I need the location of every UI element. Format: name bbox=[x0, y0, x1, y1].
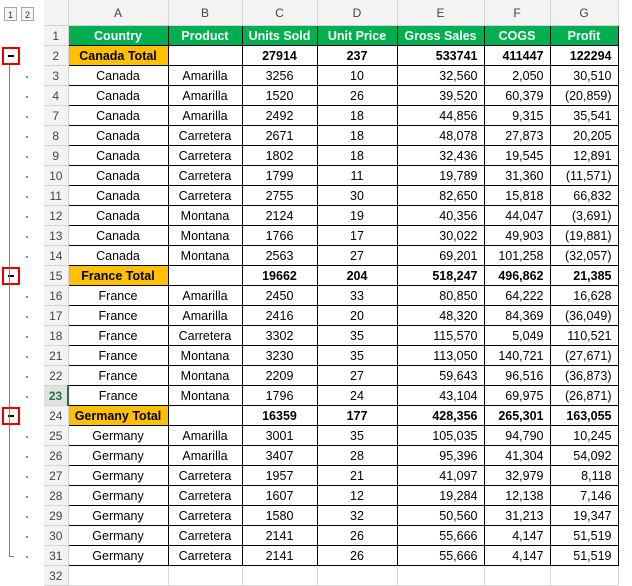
table-row bbox=[44, 506, 618, 526]
cell-profit[interactable]: 30,510 bbox=[550, 66, 618, 86]
cell-units-sold[interactable]: 1580 bbox=[242, 506, 317, 526]
cell-gross-sales[interactable]: 59,643 bbox=[397, 366, 484, 386]
outline-detail-dot bbox=[26, 356, 28, 358]
cell-profit[interactable]: 8,118 bbox=[550, 466, 618, 486]
row-header[interactable]: 14 bbox=[44, 246, 68, 266]
cell-cogs[interactable]: 60,379 bbox=[484, 86, 550, 106]
cell-gross-sales[interactable]: 30,022 bbox=[397, 226, 484, 246]
table-row bbox=[44, 366, 618, 386]
cell-unit-price[interactable]: 28 bbox=[317, 446, 397, 466]
cell-unit-price[interactable]: 35 bbox=[317, 326, 397, 346]
outline-gutter bbox=[0, 0, 44, 566]
cell-units-sold[interactable]: 2671 bbox=[242, 126, 317, 146]
subtotal-cell-cogs[interactable]: 411447 bbox=[484, 46, 550, 66]
cell-gross-sales[interactable]: 41,097 bbox=[397, 466, 484, 486]
cell-gross-sales[interactable]: 44,856 bbox=[397, 106, 484, 126]
table-row bbox=[44, 66, 618, 86]
cell-gross-sales[interactable]: 82,650 bbox=[397, 186, 484, 206]
subtotal-cell-cogs[interactable]: 265,301 bbox=[484, 406, 550, 426]
cell-units-sold[interactable]: 2755 bbox=[242, 186, 317, 206]
row-header[interactable]: 2 bbox=[44, 46, 68, 66]
subtotal-cell-profit[interactable]: 163,055 bbox=[550, 406, 618, 426]
cell-product[interactable]: Carretera bbox=[168, 186, 242, 206]
cell-cogs[interactable]: 96,516 bbox=[484, 366, 550, 386]
header-cell-gross-sales[interactable]: Gross Sales bbox=[397, 26, 484, 46]
cell-product[interactable]: Carretera bbox=[168, 326, 242, 346]
table-row bbox=[44, 166, 618, 186]
cell-country[interactable]: Germany bbox=[68, 466, 168, 486]
subtotal-cell-unit-price[interactable]: 177 bbox=[317, 406, 397, 426]
cell-gross-sales[interactable]: 115,570 bbox=[397, 326, 484, 346]
cell-unit-price[interactable]: 33 bbox=[317, 286, 397, 306]
cell-cogs[interactable]: 9,315 bbox=[484, 106, 550, 126]
cell-country[interactable]: Germany bbox=[68, 506, 168, 526]
cell-gross-sales[interactable]: 55,666 bbox=[397, 546, 484, 566]
cell-gross-sales[interactable]: 80,850 bbox=[397, 286, 484, 306]
cell-gross-sales[interactable]: 48,320 bbox=[397, 306, 484, 326]
subtotal-cell-gross-sales[interactable]: 428,356 bbox=[397, 406, 484, 426]
empty-cell[interactable] bbox=[550, 566, 618, 586]
header-cell-product[interactable]: Product bbox=[168, 26, 242, 46]
row-header[interactable]: 24 bbox=[44, 406, 68, 426]
subtotal-row bbox=[44, 406, 618, 426]
empty-row bbox=[44, 566, 618, 586]
outline-detail-dot bbox=[26, 516, 28, 518]
table-row bbox=[44, 466, 618, 486]
data-table bbox=[44, 0, 619, 586]
subtotal-cell-unit-price[interactable]: 204 bbox=[317, 266, 397, 286]
outline-detail-dot bbox=[26, 296, 28, 298]
cell-unit-price[interactable]: 17 bbox=[317, 226, 397, 246]
cell-unit-price[interactable]: 35 bbox=[317, 426, 397, 446]
cell-gross-sales[interactable]: 69,201 bbox=[397, 246, 484, 266]
cell-gross-sales[interactable]: 55,666 bbox=[397, 526, 484, 546]
cell-cogs[interactable]: 31,360 bbox=[484, 166, 550, 186]
cell-product[interactable]: Amarilla bbox=[168, 86, 242, 106]
cell-product[interactable]: Montana bbox=[168, 386, 242, 406]
cell-product[interactable]: Carretera bbox=[168, 506, 242, 526]
cell-units-sold[interactable]: 1799 bbox=[242, 166, 317, 186]
cell-unit-price[interactable]: 27 bbox=[317, 246, 397, 266]
outline-detail-dot bbox=[26, 436, 28, 438]
cell-country[interactable]: Canada bbox=[68, 226, 168, 246]
empty-cell[interactable] bbox=[68, 566, 168, 586]
table-row bbox=[44, 526, 618, 546]
cell-cogs[interactable]: 19,545 bbox=[484, 146, 550, 166]
cell-unit-price[interactable]: 18 bbox=[317, 146, 397, 166]
cell-profit[interactable]: (32,057) bbox=[550, 246, 618, 266]
subtotal-cell-gross-sales[interactable]: 518,247 bbox=[397, 266, 484, 286]
cell-gross-sales[interactable]: 113,050 bbox=[397, 346, 484, 366]
column-header-c[interactable]: C bbox=[242, 0, 317, 26]
row-header[interactable]: 31 bbox=[44, 546, 68, 566]
empty-cell[interactable] bbox=[168, 566, 242, 586]
cell-country[interactable]: Canada bbox=[68, 106, 168, 126]
outline-detail-dot bbox=[26, 236, 28, 238]
cell-gross-sales[interactable]: 19,789 bbox=[397, 166, 484, 186]
cell-unit-price[interactable]: 35 bbox=[317, 346, 397, 366]
cell-gross-sales[interactable]: 32,436 bbox=[397, 146, 484, 166]
column-header-d[interactable]: D bbox=[317, 0, 397, 26]
subtotal-cell-units-sold[interactable]: 19662 bbox=[242, 266, 317, 286]
subtotal-cell-product[interactable] bbox=[168, 406, 242, 426]
cell-product[interactable]: Amarilla bbox=[168, 446, 242, 466]
cell-gross-sales[interactable]: 43,104 bbox=[397, 386, 484, 406]
cell-product[interactable]: Carretera bbox=[168, 126, 242, 146]
row-header[interactable]: 1 bbox=[44, 26, 68, 46]
row-header[interactable]: 29 bbox=[44, 506, 68, 526]
cell-cogs[interactable]: 94,790 bbox=[484, 426, 550, 446]
cell-unit-price[interactable]: 18 bbox=[317, 126, 397, 146]
cell-profit[interactable]: 20,205 bbox=[550, 126, 618, 146]
row-header[interactable]: 32 bbox=[44, 566, 68, 586]
subtotal-cell-product[interactable] bbox=[168, 266, 242, 286]
cell-product[interactable]: Carretera bbox=[168, 526, 242, 546]
cell-product[interactable]: Amarilla bbox=[168, 66, 242, 86]
cell-units-sold[interactable]: 2141 bbox=[242, 526, 317, 546]
cell-profit[interactable]: 51,519 bbox=[550, 526, 618, 546]
row-header[interactable]: 9 bbox=[44, 146, 68, 166]
row-header[interactable]: 21 bbox=[44, 346, 68, 366]
cell-country[interactable]: Canada bbox=[68, 66, 168, 86]
cell-units-sold[interactable]: 2416 bbox=[242, 306, 317, 326]
cell-unit-price[interactable]: 10 bbox=[317, 66, 397, 86]
cell-profit[interactable]: 10,245 bbox=[550, 426, 618, 446]
cell-profit[interactable]: 19,347 bbox=[550, 506, 618, 526]
cell-profit[interactable]: (36,873) bbox=[550, 366, 618, 386]
row-header[interactable]: 10 bbox=[44, 166, 68, 186]
subtotal-cell-cogs[interactable]: 496,862 bbox=[484, 266, 550, 286]
cell-profit[interactable]: (3,691) bbox=[550, 206, 618, 226]
outline-detail-dot bbox=[26, 96, 28, 98]
column-header-row bbox=[44, 0, 618, 26]
row-header[interactable]: 27 bbox=[44, 466, 68, 486]
cell-country[interactable]: France bbox=[68, 386, 168, 406]
cell-product[interactable]: Carretera bbox=[168, 146, 242, 166]
cell-cogs[interactable]: 27,873 bbox=[484, 126, 550, 146]
cell-country[interactable]: Canada bbox=[68, 126, 168, 146]
cell-unit-price[interactable]: 26 bbox=[317, 526, 397, 546]
cell-unit-price[interactable]: 32 bbox=[317, 506, 397, 526]
cell-country[interactable]: Germany bbox=[68, 486, 168, 506]
collapse-group-button[interactable] bbox=[2, 267, 20, 285]
cell-country[interactable]: France bbox=[68, 346, 168, 366]
cell-profit[interactable]: 110,521 bbox=[550, 326, 618, 346]
cell-product[interactable]: Montana bbox=[168, 206, 242, 226]
row-header[interactable]: 11 bbox=[44, 186, 68, 206]
outline-detail-dot bbox=[26, 376, 28, 378]
cell-profit[interactable]: 12,891 bbox=[550, 146, 618, 166]
cell-gross-sales[interactable]: 39,520 bbox=[397, 86, 484, 106]
row-header[interactable]: 28 bbox=[44, 486, 68, 506]
cell-cogs[interactable]: 49,903 bbox=[484, 226, 550, 246]
header-cell-unit-price[interactable]: Unit Price bbox=[317, 26, 397, 46]
select-all-corner[interactable] bbox=[44, 0, 68, 26]
outline-detail-dot bbox=[26, 336, 28, 338]
cell-cogs[interactable]: 84,369 bbox=[484, 306, 550, 326]
table-row bbox=[44, 86, 618, 106]
subtotal-cell-profit[interactable]: 21,385 bbox=[550, 266, 618, 286]
table-row bbox=[44, 446, 618, 466]
cell-cogs[interactable]: 4,147 bbox=[484, 526, 550, 546]
table-row bbox=[44, 286, 618, 306]
outline-detail-dot bbox=[26, 116, 28, 118]
cell-country[interactable]: Canada bbox=[68, 146, 168, 166]
column-header-g[interactable]: G bbox=[550, 0, 618, 26]
cell-country[interactable]: France bbox=[68, 306, 168, 326]
cell-units-sold[interactable]: 2141 bbox=[242, 546, 317, 566]
spreadsheet-grid bbox=[44, 0, 619, 586]
cell-product[interactable]: Montana bbox=[168, 246, 242, 266]
cell-profit[interactable]: 54,092 bbox=[550, 446, 618, 466]
row-header[interactable]: 18 bbox=[44, 326, 68, 346]
table-row bbox=[44, 546, 618, 566]
cell-units-sold[interactable]: 1796 bbox=[242, 386, 317, 406]
cell-cogs[interactable]: 2,050 bbox=[484, 66, 550, 86]
cell-units-sold[interactable]: 3230 bbox=[242, 346, 317, 366]
cell-country[interactable]: Germany bbox=[68, 446, 168, 466]
cell-country[interactable]: Canada bbox=[68, 166, 168, 186]
cell-product[interactable]: Montana bbox=[168, 346, 242, 366]
row-header[interactable]: 23 bbox=[44, 386, 68, 406]
collapse-group-button[interactable] bbox=[2, 407, 20, 425]
cell-cogs[interactable]: 5,049 bbox=[484, 326, 550, 346]
cell-product[interactable]: Montana bbox=[168, 366, 242, 386]
table-row bbox=[44, 186, 618, 206]
subtotal-cell-unit-price[interactable]: 237 bbox=[317, 46, 397, 66]
cell-cogs[interactable]: 69,975 bbox=[484, 386, 550, 406]
cell-product[interactable]: Amarilla bbox=[168, 306, 242, 326]
outline-level-1-button[interactable]: 1 bbox=[4, 7, 17, 21]
table-row bbox=[44, 386, 618, 406]
cell-product[interactable]: Amarilla bbox=[168, 286, 242, 306]
cell-profit[interactable]: (36,049) bbox=[550, 306, 618, 326]
cell-product[interactable]: Carretera bbox=[168, 166, 242, 186]
cell-country[interactable]: France bbox=[68, 326, 168, 346]
cell-units-sold[interactable]: 1957 bbox=[242, 466, 317, 486]
cell-cogs[interactable]: 31,213 bbox=[484, 506, 550, 526]
cell-country[interactable]: Germany bbox=[68, 526, 168, 546]
row-header[interactable]: 4 bbox=[44, 86, 68, 106]
subtotal-cell-product[interactable] bbox=[168, 46, 242, 66]
cell-units-sold[interactable]: 3001 bbox=[242, 426, 317, 446]
cell-cogs[interactable]: 140,721 bbox=[484, 346, 550, 366]
cell-unit-price[interactable]: 24 bbox=[317, 386, 397, 406]
row-header[interactable]: 17 bbox=[44, 306, 68, 326]
cell-country[interactable]: Canada bbox=[68, 246, 168, 266]
cell-gross-sales[interactable]: 50,560 bbox=[397, 506, 484, 526]
row-header[interactable]: 16 bbox=[44, 286, 68, 306]
cell-cogs[interactable]: 15,818 bbox=[484, 186, 550, 206]
table-row bbox=[44, 126, 618, 146]
table-row bbox=[44, 326, 618, 346]
table-row bbox=[44, 486, 618, 506]
cell-product[interactable]: Amarilla bbox=[168, 106, 242, 126]
cell-unit-price[interactable]: 27 bbox=[317, 366, 397, 386]
subtotal-cell-gross-sales[interactable]: 533741 bbox=[397, 46, 484, 66]
outline-detail-dot bbox=[26, 316, 28, 318]
cell-profit[interactable]: (11,571) bbox=[550, 166, 618, 186]
subtotal-row bbox=[44, 46, 618, 66]
outline-detail-dot bbox=[26, 536, 28, 538]
cell-gross-sales[interactable]: 40,356 bbox=[397, 206, 484, 226]
row-header[interactable]: 25 bbox=[44, 426, 68, 446]
outline-detail-dot bbox=[26, 556, 28, 558]
cell-country[interactable]: Germany bbox=[68, 426, 168, 446]
column-header-a[interactable]: A bbox=[68, 0, 168, 26]
cell-cogs[interactable]: 4,147 bbox=[484, 546, 550, 566]
cell-country[interactable]: Canada bbox=[68, 186, 168, 206]
subtotal-cell-profit[interactable]: 122294 bbox=[550, 46, 618, 66]
empty-cell[interactable] bbox=[317, 566, 397, 586]
row-header[interactable]: 26 bbox=[44, 446, 68, 466]
table-row bbox=[44, 206, 618, 226]
cell-units-sold[interactable]: 2209 bbox=[242, 366, 317, 386]
table-row bbox=[44, 106, 618, 126]
cell-units-sold[interactable]: 3256 bbox=[242, 66, 317, 86]
outline-detail-dot bbox=[26, 196, 28, 198]
subtotal-cell-country[interactable]: Canada Total bbox=[68, 46, 168, 66]
column-header-f[interactable]: F bbox=[484, 0, 550, 26]
cell-units-sold[interactable]: 1607 bbox=[242, 486, 317, 506]
header-cell-country[interactable]: Country bbox=[68, 26, 168, 46]
row-header[interactable]: 22 bbox=[44, 366, 68, 386]
row-header[interactable]: 13 bbox=[44, 226, 68, 246]
cell-unit-price[interactable]: 20 bbox=[317, 306, 397, 326]
cell-product[interactable]: Carretera bbox=[168, 546, 242, 566]
row-header[interactable]: 3 bbox=[44, 66, 68, 86]
outline-bracket-line bbox=[9, 65, 10, 556]
cell-profit[interactable]: (26,871) bbox=[550, 386, 618, 406]
cell-product[interactable]: Carretera bbox=[168, 466, 242, 486]
column-header-e[interactable]: E bbox=[397, 0, 484, 26]
table-row bbox=[44, 146, 618, 166]
outline-detail-dot bbox=[26, 216, 28, 218]
row-header[interactable]: 15 bbox=[44, 266, 68, 286]
cell-cogs[interactable]: 44,047 bbox=[484, 206, 550, 226]
table-row bbox=[44, 306, 618, 326]
cell-profit[interactable]: 51,519 bbox=[550, 546, 618, 566]
cell-cogs[interactable]: 41,304 bbox=[484, 446, 550, 466]
column-header-b[interactable]: B bbox=[168, 0, 242, 26]
outline-detail-dot bbox=[26, 176, 28, 178]
cell-gross-sales[interactable]: 32,560 bbox=[397, 66, 484, 86]
outline-detail-dot bbox=[26, 256, 28, 258]
cell-units-sold[interactable]: 2492 bbox=[242, 106, 317, 126]
cell-units-sold[interactable]: 2563 bbox=[242, 246, 317, 266]
outline-level-2-button[interactable]: 2 bbox=[21, 7, 34, 21]
cell-units-sold[interactable]: 2450 bbox=[242, 286, 317, 306]
cell-unit-price[interactable]: 21 bbox=[317, 466, 397, 486]
row-header[interactable]: 7 bbox=[44, 106, 68, 126]
cell-product[interactable]: Carretera bbox=[168, 486, 242, 506]
empty-cell[interactable] bbox=[484, 566, 550, 586]
cell-country[interactable]: France bbox=[68, 366, 168, 386]
cell-unit-price[interactable]: 19 bbox=[317, 206, 397, 226]
header-cell-cogs[interactable]: COGS bbox=[484, 26, 550, 46]
empty-cell[interactable] bbox=[397, 566, 484, 586]
cell-units-sold[interactable]: 3302 bbox=[242, 326, 317, 346]
cell-product[interactable]: Montana bbox=[168, 226, 242, 246]
table-row bbox=[44, 346, 618, 366]
outline-bracket-end bbox=[9, 556, 14, 557]
cell-unit-price[interactable]: 12 bbox=[317, 486, 397, 506]
header-cell-units-sold[interactable]: Units Sold bbox=[242, 26, 317, 46]
cell-units-sold[interactable]: 3407 bbox=[242, 446, 317, 466]
cell-unit-price[interactable]: 18 bbox=[317, 106, 397, 126]
outline-detail-dot bbox=[26, 456, 28, 458]
cell-cogs[interactable]: 101,258 bbox=[484, 246, 550, 266]
cell-unit-price[interactable]: 11 bbox=[317, 166, 397, 186]
cell-units-sold[interactable]: 1520 bbox=[242, 86, 317, 106]
outline-detail-dot bbox=[26, 396, 28, 398]
header-cell-profit[interactable]: Profit bbox=[550, 26, 618, 46]
collapse-group-button[interactable] bbox=[2, 47, 20, 65]
subtotal-cell-country[interactable]: Germany Total bbox=[68, 406, 168, 426]
cell-profit[interactable]: 7,146 bbox=[550, 486, 618, 506]
cell-cogs[interactable]: 12,138 bbox=[484, 486, 550, 506]
row-header[interactable]: 30 bbox=[44, 526, 68, 546]
cell-country[interactable]: France bbox=[68, 286, 168, 306]
table-row bbox=[44, 426, 618, 446]
subtotal-cell-units-sold[interactable]: 16359 bbox=[242, 406, 317, 426]
outline-detail-dot bbox=[26, 76, 28, 78]
table-row bbox=[44, 246, 618, 266]
cell-profit[interactable]: 16,628 bbox=[550, 286, 618, 306]
cell-country[interactable]: Germany bbox=[68, 546, 168, 566]
table-row bbox=[44, 226, 618, 246]
cell-profit[interactable]: (20,859) bbox=[550, 86, 618, 106]
header-row bbox=[44, 26, 618, 46]
subtotal-row bbox=[44, 266, 618, 286]
cell-country[interactable]: Canada bbox=[68, 86, 168, 106]
cell-product[interactable]: Amarilla bbox=[168, 426, 242, 446]
cell-cogs[interactable]: 32,979 bbox=[484, 466, 550, 486]
subtotal-cell-country[interactable]: France Total bbox=[68, 266, 168, 286]
row-header[interactable]: 8 bbox=[44, 126, 68, 146]
cell-gross-sales[interactable]: 105,035 bbox=[397, 426, 484, 446]
cell-gross-sales[interactable]: 19,284 bbox=[397, 486, 484, 506]
empty-cell[interactable] bbox=[242, 566, 317, 586]
cell-profit[interactable]: (19,881) bbox=[550, 226, 618, 246]
outline-detail-dot bbox=[26, 156, 28, 158]
cell-units-sold[interactable]: 1766 bbox=[242, 226, 317, 246]
cell-profit[interactable]: 66,832 bbox=[550, 186, 618, 206]
cell-units-sold[interactable]: 2124 bbox=[242, 206, 317, 226]
cell-unit-price[interactable]: 26 bbox=[317, 546, 397, 566]
cell-cogs[interactable]: 64,222 bbox=[484, 286, 550, 306]
cell-gross-sales[interactable]: 48,078 bbox=[397, 126, 484, 146]
subtotal-cell-units-sold[interactable]: 27914 bbox=[242, 46, 317, 66]
cell-profit[interactable]: 35,541 bbox=[550, 106, 618, 126]
cell-unit-price[interactable]: 30 bbox=[317, 186, 397, 206]
cell-units-sold[interactable]: 1802 bbox=[242, 146, 317, 166]
cell-profit[interactable]: (27,671) bbox=[550, 346, 618, 366]
outline-detail-dot bbox=[26, 496, 28, 498]
cell-gross-sales[interactable]: 95,396 bbox=[397, 446, 484, 466]
cell-country[interactable]: Canada bbox=[68, 206, 168, 226]
cell-unit-price[interactable]: 26 bbox=[317, 86, 397, 106]
outline-detail-dot bbox=[26, 136, 28, 138]
outline-detail-dot bbox=[26, 476, 28, 478]
row-header[interactable]: 12 bbox=[44, 206, 68, 226]
